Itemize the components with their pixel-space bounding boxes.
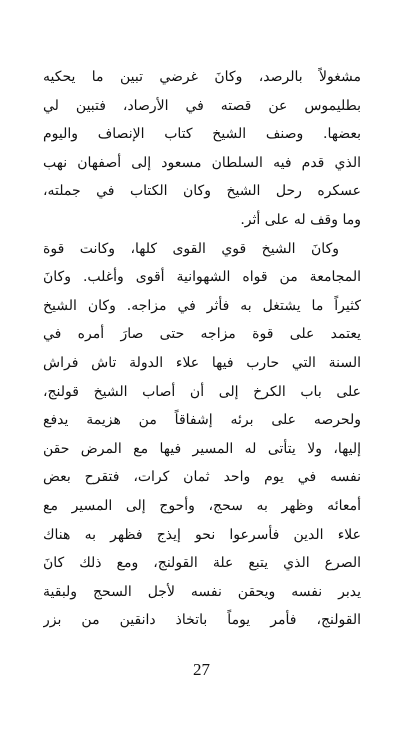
- text-line: المجامعة من قواه الشهوانية أقوى وأغلب. وكانَ: [43, 269, 361, 286]
- text-line: نفسه في يوم واحد ثمان كرات، فتقرح بعض: [43, 469, 361, 486]
- paragraph: [43, 235, 361, 635]
- text-line: إليها، ولا يتأتى له المسير فيها مع المرض حقن: [43, 440, 361, 457]
- text-line: يعتمد على قوة مزاجه حتى صارَ أمره في: [43, 326, 361, 343]
- text-line: القولنج، فأمر يوماً باتخاذ دانقين من بزر: [43, 612, 361, 629]
- page-number: 27: [193, 660, 210, 679]
- paragraph: [43, 63, 361, 235]
- text-line: وكانَ الشيخ قوي القوى كلها، وكانت قوة: [43, 240, 339, 257]
- text-line: عسكره رحل الشيخ وكان الكتاب في جملته،: [43, 183, 361, 200]
- text-line: ولحرصه على برئه إشفاقاً من هزيمة يدفع: [43, 412, 361, 429]
- text-line: وما وقف له على أثر.: [240, 211, 361, 228]
- text-line: على باب الكرخ إلى أن أصاب الشيخ قولنج،: [43, 383, 361, 400]
- page-body-text: [43, 63, 361, 635]
- text-line: السنة التي حارب فيها علاء الدولة تاش فراش: [43, 354, 361, 371]
- text-line: الصرع الذي يتبع علة القولنج، ومع ذلك كانَ: [43, 555, 361, 572]
- text-line: بعضها. وصنف الشيخ كتاب الإنصاف واليوم: [43, 126, 361, 143]
- text-line: بطليموس عن قصته في الأرصاد، فتبين لي: [43, 97, 361, 114]
- text-line: الذي قدم فيه السلطان مسعود إلى أصفهان نهب: [43, 154, 361, 171]
- text-line: أمعائه وظهر به سحج، وأحوج إلى المسير مع: [43, 497, 361, 514]
- text-line: كثيراً ما يشتغل به فأثر في مزاجه. وكان الشيخ: [43, 297, 361, 314]
- text-line: يدبر نفسه ويحقن نفسه لأجل السحج ولبقية: [43, 583, 361, 600]
- text-line: علاء الدين فأسرعوا نحو إيذج فظهر به هناك: [43, 526, 361, 543]
- text-line: مشغولاً بالرصد، وكانَ غرضي تبين ما يحكيه: [43, 69, 361, 85]
